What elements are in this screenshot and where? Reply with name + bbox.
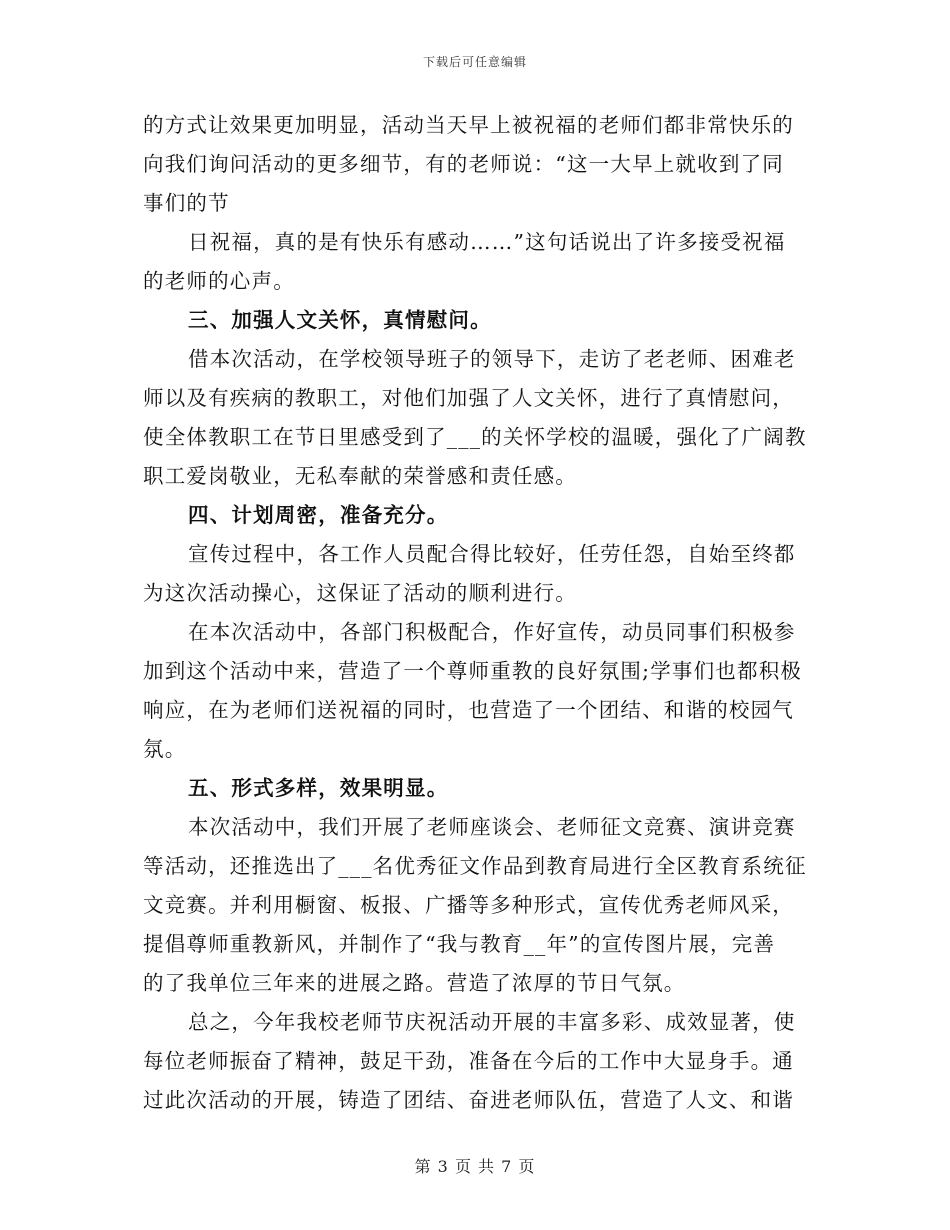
page-header: 下载后可任意编辑: [422, 55, 527, 69]
paragraph-line: 提倡尊师重教新风，并制作了“我与教育__年”的宣传图片展，完善: [143, 932, 776, 956]
page-number-footer: 第 3 页 共 7 页: [414, 1157, 536, 1176]
paragraph-line: 过此次活动的开展，铸造了团结、奋进老师队伍，营造了人文、和谐: [143, 1088, 794, 1112]
section-heading: 四、计划周密，准备充分。: [188, 503, 449, 527]
paragraph-line: 响应，在为老师们送祝福的同时，也营造了一个团结、和谐的校园气: [143, 698, 794, 722]
paragraph-line: 事们的节: [143, 191, 230, 215]
paragraph-line: 文竞赛。并利用橱窗、板报、广播等多种形式，宣传优秀老师风采，: [143, 893, 794, 917]
paragraph-line: 使全体教职工在节日里感受到了___的关怀学校的温暖，强化了广阔教: [143, 425, 807, 449]
paragraph-line: 师以及有疾病的教职工，对他们加强了人文关怀，进行了真情慰问，: [143, 386, 794, 410]
paragraph-line: 的了我单位三年来的进展之路。营造了浓厚的节日气氛。: [143, 971, 686, 995]
paragraph-line: 本次活动中，我们开展了老师座谈会、老师征文竞赛、演讲竞赛: [188, 815, 796, 839]
paragraph-line: 职工爱岗敬业，无私奉献的荣誉感和责任感。: [143, 464, 577, 488]
section-heading: 三、加强人文关怀，真情慰问。: [188, 308, 492, 332]
paragraph-line: 向我们询问活动的更多细节，有的老师说：“这一大早上就收到了同: [143, 152, 784, 176]
section-heading: 五、形式多样，效果明显。: [188, 776, 449, 800]
paragraph-line: 加到这个活动中来，营造了一个尊师重教的良好氛围;学事们也都积极: [143, 659, 803, 683]
paragraph-line: 氛。: [143, 737, 187, 761]
paragraph-line: 在本次活动中，各部门积极配合，作好宣传，动员同事们积极参: [188, 620, 796, 644]
paragraph-line: 为这次活动操心，这保证了活动的顺利进行。: [143, 581, 577, 605]
paragraph-line: 每位老师振奋了精神，鼓足干劲，准备在今后的工作中大显身手。通: [143, 1049, 794, 1073]
paragraph-line: 的老师的心声。: [143, 269, 295, 293]
paragraph-line: 总之，今年我校老师节庆祝活动开展的丰富多彩、成效显著，使: [188, 1010, 796, 1034]
document-body: [143, 106, 807, 1120]
paragraph-line: 借本次活动，在学校领导班子的领导下，走访了老老师、困难老: [188, 347, 796, 371]
paragraph-line: 宣传过程中，各工作人员配合得比较好，任劳任怨，自始至终都: [188, 542, 796, 566]
paragraph-line: 等活动，还推选出了___名优秀征文作品到教育局进行全区教育系统征: [143, 854, 807, 878]
paragraph-line: 的方式让效果更加明显，活动当天早上被祝福的老师们都非常快乐的: [143, 113, 794, 137]
paragraph-line: 日祝福，真的是有快乐有感动……”这句话说出了许多接受祝福: [188, 230, 786, 254]
